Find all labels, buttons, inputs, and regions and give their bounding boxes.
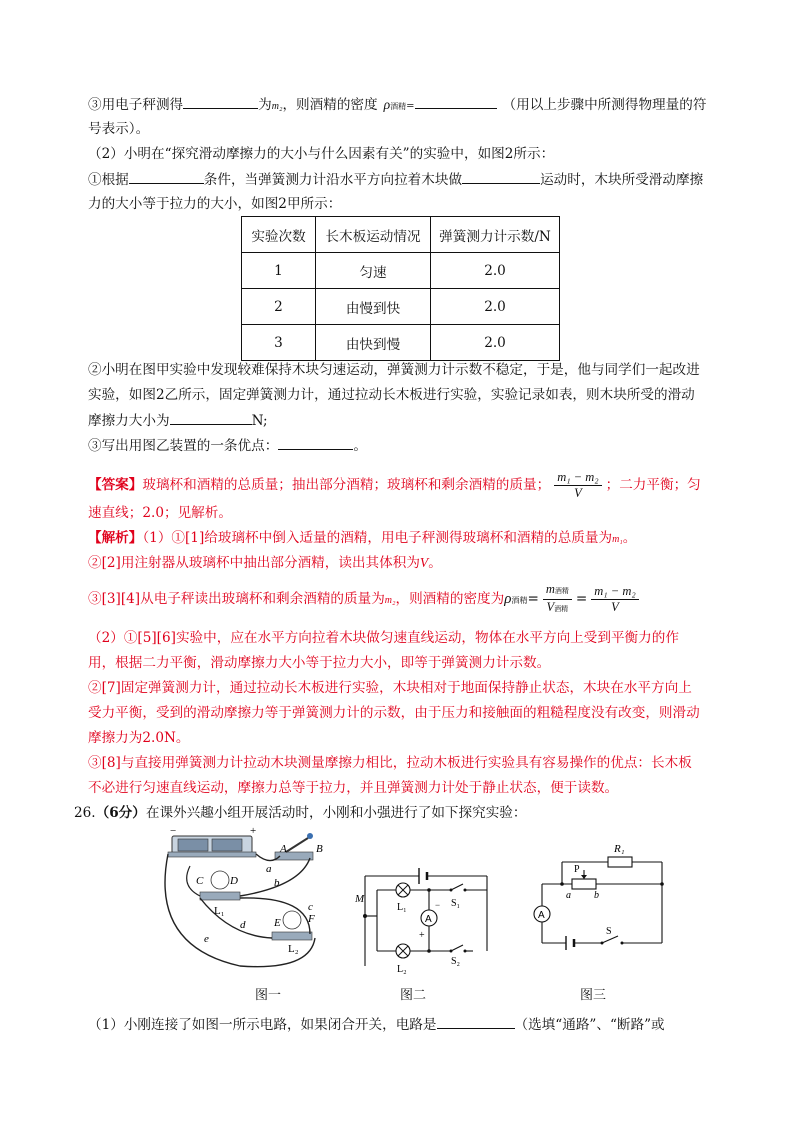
subscript: 酒精 bbox=[554, 587, 569, 595]
text: ②[2]用注射器从玻璃杯中抽出部分酒精，读出其体积为 bbox=[88, 555, 420, 571]
fraction-denominator: V bbox=[611, 600, 619, 614]
analysis-line bbox=[88, 582, 643, 616]
fraction-numerator: m₁ − m₂ bbox=[591, 584, 638, 600]
table-cell: 2.0 bbox=[431, 325, 560, 361]
question-2-intro: （2）小明在“探究滑动摩擦力的大小与什么因素有关”的实验中，如图2所示： bbox=[88, 146, 555, 162]
text: 。 bbox=[353, 438, 367, 454]
text: ，则酒精的密度为 bbox=[395, 591, 505, 607]
label-L2: L₂ bbox=[288, 943, 299, 955]
label-S: S bbox=[606, 926, 612, 937]
text: 条件，当弹簧测力计沿水平方向拉着木块做 bbox=[203, 172, 463, 188]
table-cell: 1 bbox=[242, 253, 316, 289]
label-A: A bbox=[280, 843, 287, 855]
variable: m₂ bbox=[384, 595, 396, 606]
subscript: 酒精 bbox=[511, 596, 528, 605]
analysis-line bbox=[88, 528, 636, 550]
switch-S2 bbox=[451, 945, 463, 951]
text: 摩擦力大小为 bbox=[88, 413, 170, 429]
label-M: M bbox=[355, 893, 365, 905]
switch-S bbox=[602, 936, 618, 943]
question-26-1 bbox=[88, 1014, 665, 1035]
text: 为 bbox=[258, 97, 272, 113]
label-minus: − bbox=[170, 826, 177, 837]
analysis-line bbox=[88, 553, 442, 573]
figure-3-circuit-diagram bbox=[522, 838, 672, 958]
text: （1）①[1]给玻璃杯中倒入适量的酒精，用电子秤测得玻璃杯和酒精的总质量为 bbox=[142, 530, 613, 546]
label-a: a bbox=[266, 863, 272, 875]
density-formula: ρ酒精= $\frac{\text{m酒精}}{\text{V酒精}}$ = $\frac{\text{m₁ − m₂}}{V}$ bbox=[504, 591, 642, 607]
label-c: c bbox=[308, 901, 313, 913]
label-plus: + bbox=[419, 930, 425, 941]
table-cell: 由慢到快 bbox=[316, 289, 431, 325]
question-line-3 bbox=[88, 94, 706, 117]
text: ，则酒精的密度 bbox=[282, 97, 378, 113]
text: ；二力平衡；匀 bbox=[605, 477, 701, 493]
figure-2-caption: 图二 bbox=[400, 988, 427, 1003]
table-cell: 2.0 bbox=[431, 253, 560, 289]
question-2-3 bbox=[88, 435, 367, 456]
table-cell: 由快到慢 bbox=[316, 325, 431, 361]
battery-cell bbox=[212, 839, 242, 851]
answer-tag: 【答案】 bbox=[88, 477, 143, 493]
bulb-L1 bbox=[211, 871, 229, 889]
table-header: 长木板运动情况 bbox=[316, 217, 431, 253]
table-header: 弹簧测力计示数/N bbox=[431, 217, 560, 253]
label-b: b bbox=[274, 877, 280, 889]
fraction bbox=[554, 470, 601, 501]
label-D: D bbox=[230, 875, 238, 887]
variable-rho: ρ bbox=[383, 97, 391, 112]
equals-sign: = bbox=[406, 101, 415, 112]
fraction-denominator bbox=[543, 600, 572, 617]
text: （用以上步骤中所测得物理量的符 bbox=[502, 97, 707, 113]
label-minus: − bbox=[435, 900, 441, 910]
question-number: 26. bbox=[74, 805, 96, 821]
analysis-line: 摩擦力为2.0N。 bbox=[88, 730, 190, 746]
wire-d bbox=[200, 898, 272, 938]
answer-blank bbox=[170, 410, 252, 425]
subscript: 酒精 bbox=[390, 102, 407, 111]
question-line: 号表示）。 bbox=[88, 121, 150, 137]
question-line: 实验，如图2乙所示，固定弹簧测力计，通过拉动长木板进行实验，实验记录如表，则木块所受的滑动 bbox=[88, 387, 695, 403]
label-S2: S₂ bbox=[451, 956, 461, 967]
analysis-line: 用，根据二力平衡，滑动摩擦力大小等于拉力大小，即等于弹簧测力计示数。 bbox=[88, 655, 551, 671]
subscript: 酒精 bbox=[554, 605, 569, 613]
resistor-R1 bbox=[608, 857, 632, 867]
text: ③写出用图乙装置的一条优点： bbox=[88, 438, 279, 454]
ammeter-label: A bbox=[425, 914, 432, 925]
answer-line bbox=[88, 470, 701, 500]
bulb-L2 bbox=[283, 911, 301, 929]
variable: m₁ bbox=[612, 534, 623, 545]
switch-handle bbox=[307, 833, 313, 839]
question-line: 力的大小等于拉力的大小，如图2甲所示： bbox=[88, 196, 342, 212]
label-B: B bbox=[316, 843, 323, 855]
analysis-line: 不必进行匀速直线运动，摩擦力总等于拉力，并且弹簧测力计处于静止状态，便于读数。 bbox=[88, 780, 619, 796]
label-L2: L₂ bbox=[397, 964, 407, 975]
fraction-numerator bbox=[543, 582, 572, 600]
text: ①根据 bbox=[88, 172, 129, 188]
variable: V bbox=[419, 555, 429, 570]
text: V bbox=[546, 600, 555, 614]
question-line bbox=[88, 410, 268, 431]
text: （1）小刚连接了如图一所示电路，如果闭合开关，电路是 bbox=[88, 1017, 437, 1033]
analysis-line: （2）①[5][6]实验中，应在水平方向拉着木块做匀速直线运动，物体在水平方向上受到平衡力的作 bbox=[88, 630, 679, 646]
label-L1: L₁ bbox=[397, 902, 407, 913]
figure-2-circuit-diagram bbox=[355, 856, 495, 976]
answer-blank bbox=[129, 169, 204, 184]
table-header-row bbox=[242, 217, 560, 253]
table-cell: 3 bbox=[242, 325, 316, 361]
analysis-tag: 【解析】 bbox=[88, 530, 143, 546]
question-2-2: ②小明在图甲实验中发现较难保持木块匀速运动，弹簧测力计示数不稳定，于是，他与同学们一起改进 bbox=[88, 362, 700, 378]
label-R1: R₁ bbox=[614, 843, 625, 855]
text: 在课外兴趣小组开展活动时，小刚和小强进行了如下探究实验： bbox=[145, 805, 527, 821]
analysis-line: ②[7]固定弹簧测力计，通过拉动长木板进行实验，木块相对于地面保持静止状态，木块在水平方向上 bbox=[88, 680, 692, 696]
text: 。 bbox=[622, 530, 637, 546]
question-26 bbox=[74, 803, 527, 823]
figure-1-caption: 图一 bbox=[255, 988, 282, 1003]
question-2-1 bbox=[88, 169, 703, 190]
table-cell: 2 bbox=[242, 289, 316, 325]
text: m bbox=[545, 582, 555, 596]
variable-m2: m₂ bbox=[271, 101, 283, 112]
label-P: P bbox=[574, 864, 580, 875]
junction-M bbox=[363, 914, 367, 918]
label-C: C bbox=[196, 875, 204, 887]
text: ③[3][4]从电子秤读出玻璃杯和剩余酒精的质量为 bbox=[88, 591, 385, 607]
label-plus: + bbox=[250, 826, 257, 837]
label-d: d bbox=[240, 919, 246, 931]
fraction-numerator: m₁ − m₂ bbox=[554, 470, 601, 486]
experiment-table bbox=[241, 216, 560, 361]
answer-blank bbox=[278, 435, 353, 450]
fraction bbox=[591, 584, 638, 615]
bulb-holder bbox=[200, 892, 240, 900]
figure-3-caption: 图三 bbox=[580, 988, 607, 1003]
text: 运动时，木块所受滑动摩擦 bbox=[540, 172, 704, 188]
text: ③用电子秤测得 bbox=[88, 97, 184, 113]
label-a: a bbox=[566, 890, 571, 901]
text: （选填“通路”、“断路”或 bbox=[514, 1017, 665, 1033]
table-row bbox=[242, 289, 560, 325]
table-row bbox=[242, 325, 560, 361]
rheostat bbox=[572, 879, 596, 889]
table-row bbox=[242, 253, 560, 289]
analysis-line: ③[8]与直接用弹簧测力计拉动木块测量摩擦力相比，拉动木板进行实验具有容易操作的优点：长木板 bbox=[88, 755, 692, 771]
label-E: E bbox=[274, 917, 281, 929]
text: N; bbox=[251, 413, 268, 429]
answer-line: 速直线；2.0；见解析。 bbox=[88, 505, 232, 521]
switch-S1 bbox=[451, 884, 463, 890]
text: 。 bbox=[428, 555, 442, 571]
answer-blank bbox=[415, 94, 497, 109]
label-S1: S₁ bbox=[451, 898, 461, 909]
label-F: F bbox=[308, 913, 315, 925]
figure-1-circuit-photo bbox=[150, 826, 335, 976]
text: 玻璃杯和酒精的总质量；抽出部分酒精；玻璃杯和剩余酒精的质量； bbox=[142, 477, 551, 493]
table-cell: 2.0 bbox=[431, 289, 560, 325]
bulb-holder bbox=[272, 932, 312, 940]
table-header: 实验次数 bbox=[242, 217, 316, 253]
analysis-line: 受力平衡，受到的滑动摩擦力等于弹簧测力计的示数，由于压力和接触面的粗糙程度没有改变，则滑动 bbox=[88, 705, 700, 721]
label-b: b bbox=[594, 890, 599, 901]
ammeter-label: A bbox=[538, 910, 545, 921]
answer-blank bbox=[462, 169, 540, 184]
fraction bbox=[543, 582, 572, 617]
answer-blank bbox=[183, 94, 258, 109]
answer-blank bbox=[437, 1014, 515, 1029]
label-L1: L₁ bbox=[214, 905, 225, 917]
variable-rho: ρ bbox=[504, 591, 512, 607]
table-cell: 匀速 bbox=[316, 253, 431, 289]
question-score: （6分） bbox=[95, 805, 146, 821]
label-e: e bbox=[204, 933, 209, 945]
fraction-denominator: V bbox=[574, 486, 582, 500]
battery-cell bbox=[178, 839, 208, 851]
